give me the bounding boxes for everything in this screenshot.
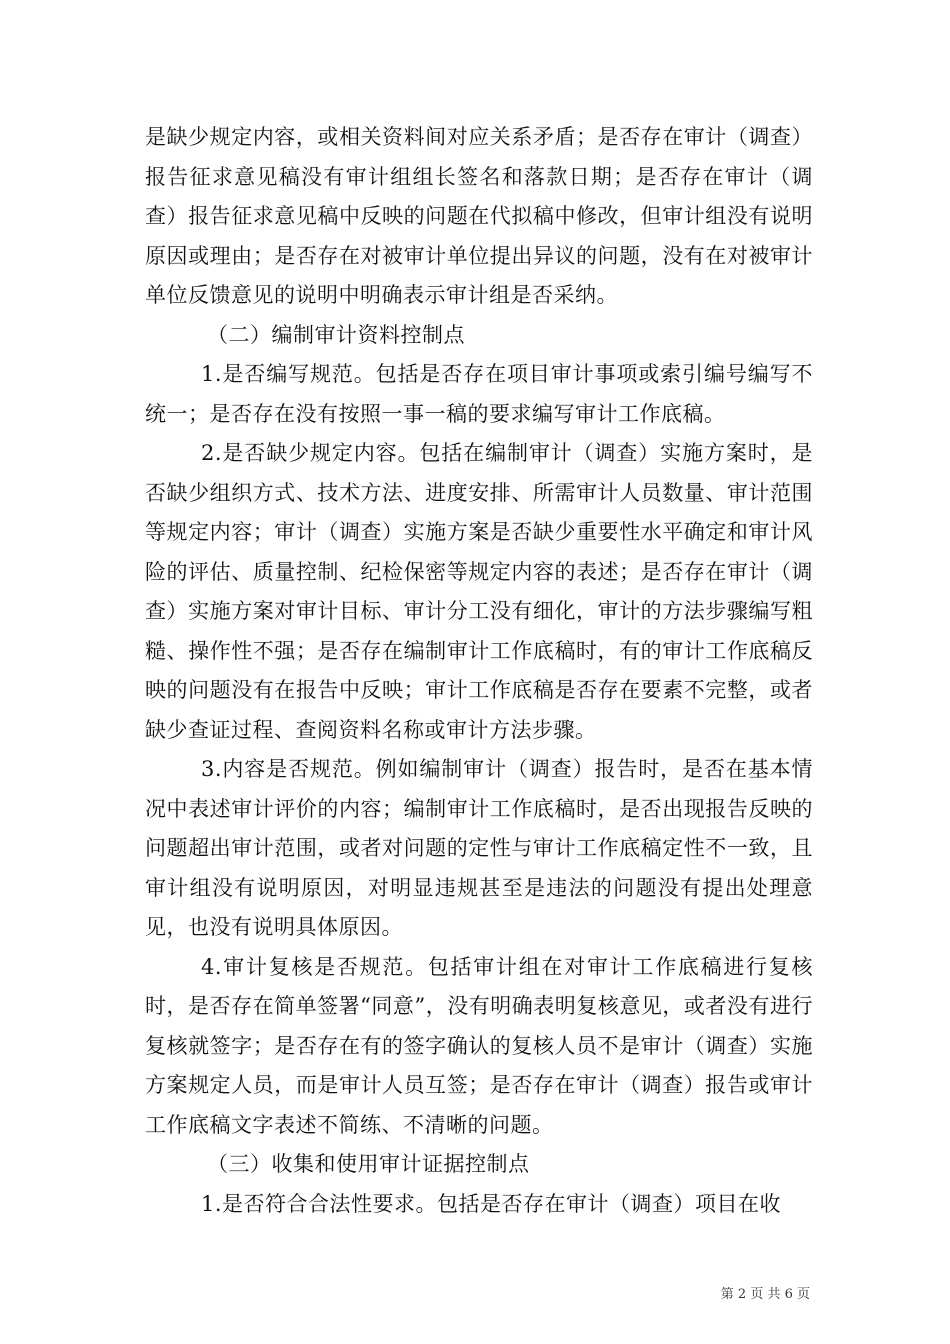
paragraph-item-2: 2.是否缺少规定内容。包括在编制审计（调查）实施方案时，是否缺少组织方式、技术方法、进度安排、所需审计人员数量、审计范围等规定内容；审计（调查）实施方案是否缺少重要性水平确定和审计风险的评估、质量控制、纪检保密等规定内容的表述；是否存在审计（调查）实施方案对审计目标、审计分工没有细化，审计的方法步骤编写粗糙、操作性不强；是否存在编制审计工作底稿时，有的审计工作底稿反映的问题没有在报告中反映；审计工作底稿是否存在要素不完整，或者缺少查证过程、查阅资料名称或审计方法步骤。 <box>145 441 813 742</box>
paragraph-item-1-section-3: 1.是否符合合法性要求。包括是否存在审计（调查）项目在收 <box>201 1191 782 1216</box>
paragraph-item-1: 1.是否编写规范。包括是否存在项目审计事项或索引编号编写不统一；是否存在没有按照一事一稿的要求编写审计工作底稿。 <box>145 362 813 426</box>
section-heading-3: （三）收集和使用审计证据控制点 <box>207 1152 530 1176</box>
document-body <box>145 118 813 1224</box>
paragraph-item-4: 4.审计复核是否规范。包括审计组在对审计工作底稿进行复核时，是否存在简单签署“同意”，没有明确表明复核意见，或者没有进行复核就签字；是否存在有的签字确认的复核人员不是审计（调查）实施方案规定人员，而是审计人员互签；是否存在审计（调查）报告或审计工作底稿文字表述不简练、不清晰的问题。 <box>145 954 813 1137</box>
page-number-footer: 第 2 页 共 6 页 <box>720 1287 810 1302</box>
paragraph-item-3: 3.内容是否规范。例如编制审计（调查）报告时，是否在基本情况中表述审计评价的内容；编制审计工作底稿时，是否出现报告反映的问题超出审计范围，或者对问题的定性与审计工作底稿定性不一致，且审计组没有说明原因，对明显违规甚至是违法的问题没有提出处理意见，也没有说明具体原因。 <box>145 757 813 939</box>
paragraph-continuation: 是缺少规定内容，或相关资料间对应关系矛盾；是否存在审计（调查）报告征求意见稿没有审计组组长签名和落款日期；是否存在审计（调查）报告征求意见稿中反映的问题在代拟稿中修改，但审计组没有说明原因或理由；是否存在对被审计单位提出异议的问题，没有在对被审计单位反馈意见的说明中明确表示审计组是否采纳。 <box>145 125 813 307</box>
section-heading-2: （二）编制审计资料控制点 <box>207 322 465 347</box>
